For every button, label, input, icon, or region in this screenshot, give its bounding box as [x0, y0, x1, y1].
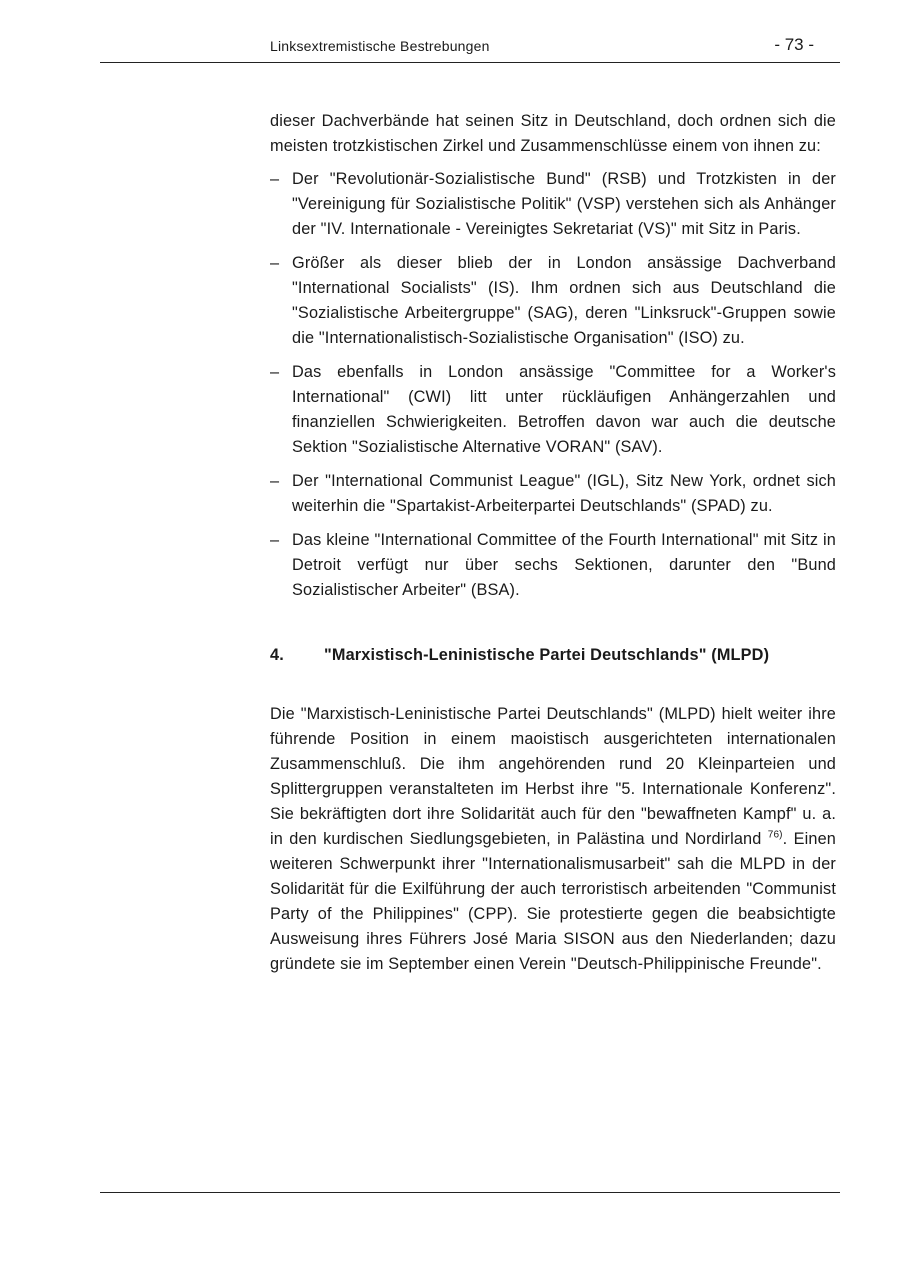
list-item [270, 360, 836, 460]
intro-paragraph: dieser Dachverbände hat seinen Sitz in Deutschland, doch ordnen sich die meisten trotzkistischen Zirkel und Zusammenschlüsse einem von ihnen zu: [270, 112, 836, 155]
page-number: - 73 - [774, 35, 814, 54]
dash-marker: – [270, 363, 280, 381]
running-title: Linksextremistische Bestrebungen [270, 38, 490, 54]
list-item-text: Das ebenfalls in London ansässige "Committee for a Worker's International" (CWI) litt unter rückläufigen Anhängerzahlen und finanziellen Schwierigkeiten. Betroffen davon war auch die deutsche Sektion "Sozialistische Alternative VORAN" (SAV). [292, 363, 836, 456]
list-item-text: Größer als dieser blieb der in London ansässige Dachverband "International Socialists" (IS). Ihm ordnen sich aus Deutschland die "Sozialistische Arbeitergruppe" (SAG), deren "Linksruck"-Gruppen sowie die "Internationalistisch-Sozialistische Organisation" (ISO) zu. [292, 254, 836, 347]
main-content [270, 109, 836, 977]
bullet-list [270, 167, 836, 603]
footnote-reference[interactable]: 76) [767, 829, 783, 841]
dash-marker: – [270, 254, 280, 272]
section-heading [270, 643, 836, 668]
list-item-text: Der "Revolutionär-Sozialistische Bund" (RSB) und Trotzkisten in der "Vereinigung für Sozialistische Politik" (VSP) verstehen sich als Anhänger der "IV. Internationale - Vereinigtes Sekretariat (VS)" mit Sitz in Paris. [292, 170, 836, 238]
footer-rule [100, 1192, 840, 1193]
list-item [270, 251, 836, 351]
list-item [270, 167, 836, 242]
body-paragraph [270, 702, 836, 977]
list-item [270, 528, 836, 603]
dash-marker: – [270, 531, 280, 549]
body-text-part1: Die "Marxistisch-Leninistische Partei Deutschlands" (MLPD) hielt weiter ihre führende Position in einem maoistisch ausgerichteten internationalen Zusammenschluß. Die ihm angehörenden rund 20 Kleinparteien und Splittergruppen veranstalteten im Herbst ihre "5. Internationale Konferenz". Sie bekräftigten dort ihre Solidarität auch für den "bewaffneten Kampf" u. a. in den kurdischen Siedlungsgebieten, in Palästina und Nordirland [270, 705, 836, 848]
list-item-text: Das kleine "International Committee of the Fourth International" mit Sitz in Detroit verfügt nur über sechs Sektionen, darunter den "Bund Sozialistischer Arbeiter" (BSA). [292, 531, 836, 599]
section-number: 4. [270, 646, 284, 664]
list-item-text: Der "International Communist League" (IGL), Sitz New York, ordnet sich weiterhin die "Spartakist-Arbeiterpartei Deutschlands" (SPAD) zu. [292, 472, 836, 515]
dash-marker: – [270, 472, 280, 490]
page-header [100, 34, 840, 63]
body-text-part2: . Einen weiteren Schwerpunkt ihrer "Internationalismusarbeit" sah die MLPD in der Solidarität für die Exilführung der auch terroristisch arbeitenden "Communist Party of the Philippines" (CPP). Sie protestierte gegen die beabsichtigte Ausweisung ihres Führers José Maria SISON aus den Niederlanden; dazu gründete sie im September einen Verein "Deutsch-Philippinische Freunde". [270, 830, 836, 973]
section-title: "Marxistisch-Leninistische Partei Deutschlands" (MLPD) [324, 646, 770, 664]
list-item [270, 469, 836, 519]
dash-marker: – [270, 170, 280, 188]
